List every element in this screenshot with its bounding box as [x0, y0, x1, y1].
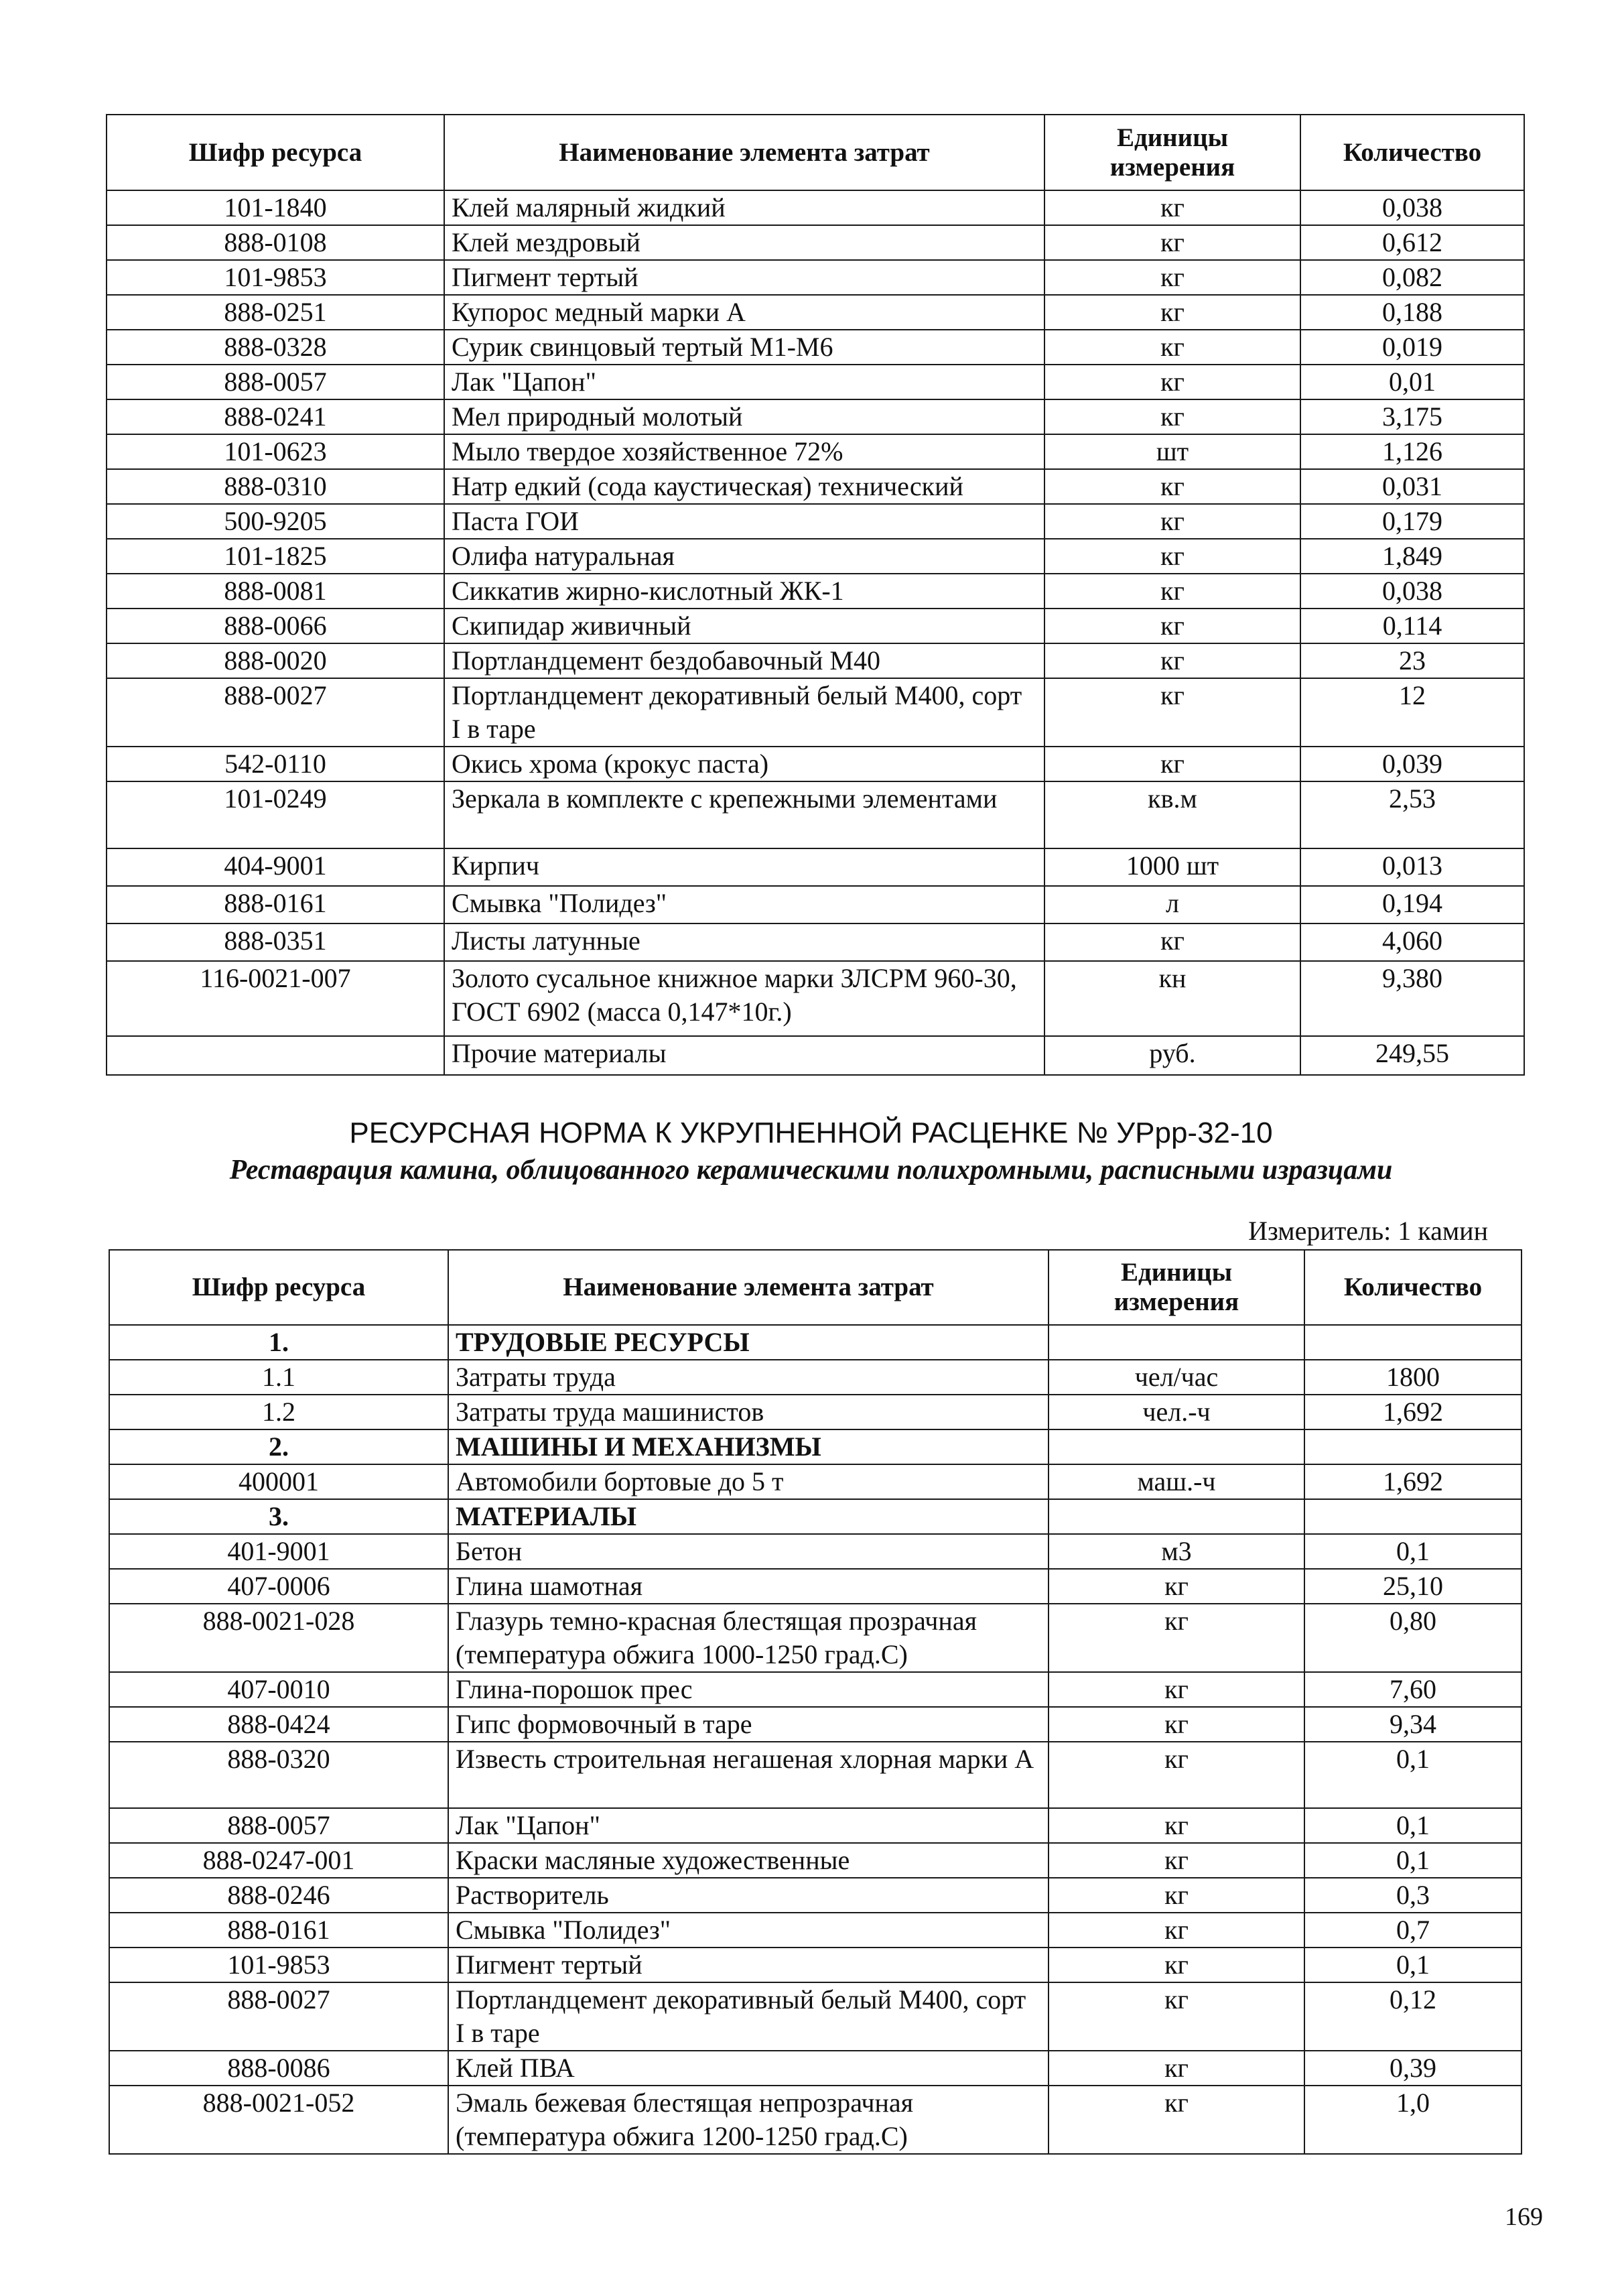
cost-element-name-cell: Скипидар живичный [444, 609, 1044, 643]
unit-cell: кг [1049, 1913, 1304, 1948]
table-row [107, 434, 1524, 469]
unit-cell: кг [1044, 923, 1300, 961]
table-row [107, 643, 1524, 678]
header-quantity: Количество [1300, 115, 1524, 190]
resource-code-cell: 888-0086 [109, 2051, 448, 2086]
quantity-cell: 7,60 [1304, 1672, 1522, 1707]
cost-element-name-cell: Портландцемент бездобавочный М40 [444, 643, 1044, 678]
quantity-cell: 0,612 [1300, 225, 1524, 260]
cost-element-name-cell: Олифа натуральная [444, 539, 1044, 574]
cost-element-name-cell: Затраты труда [448, 1360, 1049, 1395]
unit-cell: кг [1049, 1604, 1304, 1672]
resource-code-cell: 101-0249 [107, 781, 444, 848]
quantity-cell: 0,1 [1304, 1948, 1522, 1982]
unit-cell: л [1044, 886, 1300, 923]
cost-element-name-cell: Затраты труда машинистов [448, 1395, 1049, 1429]
quantity-cell: 0,1 [1304, 1534, 1522, 1569]
section-row [109, 1429, 1522, 1464]
resource-code-cell: 407-0006 [109, 1569, 448, 1604]
cost-element-name-cell: Автомобили бортовые до 5 т [448, 1464, 1049, 1499]
quantity-cell: 249,55 [1300, 1036, 1524, 1075]
cost-element-name-cell: ТРУДОВЫЕ РЕСУРСЫ [448, 1325, 1049, 1360]
unit-cell: кг [1049, 1948, 1304, 1982]
unit-cell: кг [1049, 1672, 1304, 1707]
header-resource-code: Шифр ресурса [109, 1250, 448, 1325]
resource-code-cell: 101-0623 [107, 434, 444, 469]
resource-code-cell: 116-0021-007 [107, 961, 444, 1036]
resource-code-cell: 888-0424 [109, 1707, 448, 1742]
quantity-cell: 0,194 [1300, 886, 1524, 923]
resource-code-cell: 101-9853 [107, 260, 444, 295]
resource-code-cell: 888-0351 [107, 923, 444, 961]
quantity-cell [1304, 1325, 1522, 1360]
table-body [107, 190, 1524, 1075]
table-row [107, 961, 1524, 1036]
table-row [107, 886, 1524, 923]
header-cost-element-name: Наименование элемента затрат [444, 115, 1044, 190]
resource-code-cell: 888-0310 [107, 469, 444, 504]
table-row [109, 1843, 1522, 1878]
unit-cell: кг [1049, 1569, 1304, 1604]
unit-cell: руб. [1044, 1036, 1300, 1075]
resource-code-cell: 888-0328 [107, 330, 444, 365]
resource-code-cell: 888-0251 [107, 295, 444, 330]
cost-element-name-cell: Пигмент тертый [444, 260, 1044, 295]
unit-cell: кг [1049, 1808, 1304, 1843]
resource-code-cell: 1.2 [109, 1395, 448, 1429]
resource-code-cell: 888-0320 [109, 1742, 448, 1808]
header-cost-element-name: Наименование элемента затрат [448, 1250, 1049, 1325]
table-body [109, 1325, 1522, 2154]
quantity-cell: 1,692 [1304, 1395, 1522, 1429]
quantity-cell: 0,039 [1300, 747, 1524, 781]
cost-element-name-cell: Зеркала в комплекте с крепежными элементами [444, 781, 1044, 848]
cost-element-name-cell: Эмаль бежевая блестящая непрозрачная (температура обжига 1200-1250 град.С) [448, 2086, 1049, 2154]
quantity-cell [1304, 1499, 1522, 1534]
resource-norm-title: РЕСУРСНАЯ НОРМА К УКРУПНЕННОЙ РАСЦЕНКЕ № УРрр-32-10 [349, 1117, 1273, 1149]
table-row [107, 190, 1524, 225]
resource-code-cell: 888-0241 [107, 399, 444, 434]
unit-cell: чел.-ч [1049, 1395, 1304, 1429]
unit-cell: кг [1044, 399, 1300, 434]
cost-element-name-cell: Гипс формовочный в таре [448, 1707, 1049, 1742]
table-header-row [109, 1250, 1522, 1325]
cost-element-name-cell: Сиккатив жирно-кислотный ЖК-1 [444, 574, 1044, 609]
quantity-cell: 1,0 [1304, 2086, 1522, 2154]
cost-element-name-cell: Купорос медный марки А [444, 295, 1044, 330]
resource-code-cell: 1.1 [109, 1360, 448, 1395]
unit-cell: кг [1044, 747, 1300, 781]
resource-norm-subtitle: Реставрация камина, облицованного керамическими полихромными, расписными изразцами [229, 1155, 1393, 1186]
table-row [109, 1707, 1522, 1742]
table-row [107, 399, 1524, 434]
table-row [109, 1742, 1522, 1808]
quantity-cell: 9,34 [1304, 1707, 1522, 1742]
unit-cell: кг [1044, 539, 1300, 574]
table-row [109, 1464, 1522, 1499]
resource-code-cell: 888-0057 [109, 1808, 448, 1843]
cost-element-name-cell: Паста ГОИ [444, 504, 1044, 539]
resource-code-cell: 888-0021-052 [109, 2086, 448, 2154]
resource-code-cell: 542-0110 [107, 747, 444, 781]
table-row [107, 609, 1524, 643]
table-row [109, 1982, 1522, 2051]
quantity-cell: 0,01 [1300, 365, 1524, 399]
table-row [109, 1534, 1522, 1569]
quantity-cell: 0,038 [1300, 574, 1524, 609]
quantity-cell: 0,1 [1304, 1843, 1522, 1878]
cost-element-name-cell: Смывка "Полидез" [448, 1913, 1049, 1948]
cost-element-name-cell: Глина шамотная [448, 1569, 1049, 1604]
quantity-cell: 3,175 [1300, 399, 1524, 434]
unit-cell: кг [1044, 190, 1300, 225]
table-row [109, 1672, 1522, 1707]
cost-element-name-cell: Натр едкий (сода каустическая) технический [444, 469, 1044, 504]
unit-cell: кг [1044, 295, 1300, 330]
cost-element-name-cell: Глина-порошок прес [448, 1672, 1049, 1707]
cost-element-name-cell: Растворитель [448, 1878, 1049, 1913]
cost-element-name-cell: Сурик свинцовый тертый М1-М6 [444, 330, 1044, 365]
cost-element-name-cell: Клей ПВА [448, 2051, 1049, 2086]
resource-code-cell: 888-0057 [107, 365, 444, 399]
table-row [109, 1360, 1522, 1395]
unit-cell [1049, 1429, 1304, 1464]
cost-element-name-cell: МАТЕРИАЛЫ [448, 1499, 1049, 1534]
table-row [107, 504, 1524, 539]
quantity-cell: 2,53 [1300, 781, 1524, 848]
resource-code-cell: 1. [109, 1325, 448, 1360]
table-row [107, 469, 1524, 504]
table-row [109, 2051, 1522, 2086]
quantity-cell: 0,1 [1304, 1808, 1522, 1843]
quantity-cell: 0,031 [1300, 469, 1524, 504]
table-row [107, 225, 1524, 260]
unit-cell: кг [1049, 2086, 1304, 2154]
table-row [109, 1913, 1522, 1948]
quantity-cell: 23 [1300, 643, 1524, 678]
resource-code-cell: 888-0020 [107, 643, 444, 678]
unit-cell: кг [1049, 1843, 1304, 1878]
header-unit: Единицы измерения [1044, 115, 1300, 190]
cost-element-name-cell: Окись хрома (крокус паста) [444, 747, 1044, 781]
resource-code-cell: 101-1840 [107, 190, 444, 225]
cost-element-name-cell: Кирпич [444, 848, 1044, 886]
header-quantity: Количество [1304, 1250, 1522, 1325]
quantity-cell [1304, 1429, 1522, 1464]
resource-code-cell [107, 1036, 444, 1075]
quantity-cell: 0,179 [1300, 504, 1524, 539]
cost-element-name-cell: Краски масляные художественные [448, 1843, 1049, 1878]
table-row [109, 1604, 1522, 1672]
resource-code-cell: 101-1825 [107, 539, 444, 574]
section-row [109, 1499, 1522, 1534]
resource-code-cell: 101-9853 [109, 1948, 448, 1982]
resource-code-cell: 401-9001 [109, 1534, 448, 1569]
table-row [107, 848, 1524, 886]
unit-cell [1049, 1325, 1304, 1360]
quantity-cell: 0,7 [1304, 1913, 1522, 1948]
quantity-cell: 0,114 [1300, 609, 1524, 643]
cost-element-name-cell: Мел природный молотый [444, 399, 1044, 434]
page-number: 169 [1505, 2203, 1543, 2231]
cost-element-name-cell: Известь строительная негашеная хлорная марки А [448, 1742, 1049, 1808]
quantity-cell: 0,1 [1304, 1742, 1522, 1808]
header-unit: Единицы измерения [1049, 1250, 1304, 1325]
unit-cell: кг [1049, 1878, 1304, 1913]
table-row [107, 539, 1524, 574]
cost-element-name-cell: Листы латунные [444, 923, 1044, 961]
unit-cell: кг [1049, 1742, 1304, 1808]
unit-cell: кн [1044, 961, 1300, 1036]
cost-element-name-cell: МАШИНЫ И МЕХАНИЗМЫ [448, 1429, 1049, 1464]
resource-code-cell: 404-9001 [107, 848, 444, 886]
unit-cell: кг [1049, 1982, 1304, 2051]
cost-element-name-cell: Мыло твердое хозяйственное 72% [444, 434, 1044, 469]
quantity-cell: 0,12 [1304, 1982, 1522, 2051]
quantity-cell: 25,10 [1304, 1569, 1522, 1604]
unit-cell: кг [1044, 225, 1300, 260]
quantity-cell: 1800 [1304, 1360, 1522, 1395]
quantity-cell: 0,39 [1304, 2051, 1522, 2086]
quantity-cell: 0,80 [1304, 1604, 1522, 1672]
resource-code-cell: 888-0247-001 [109, 1843, 448, 1878]
table-header-row [107, 115, 1524, 190]
table-row [109, 1808, 1522, 1843]
unit-cell [1049, 1499, 1304, 1534]
cost-element-name-cell: Бетон [448, 1534, 1049, 1569]
table-row [107, 260, 1524, 295]
table-row [107, 781, 1524, 848]
table-row [107, 678, 1524, 747]
resource-code-cell: 500-9205 [107, 504, 444, 539]
resource-code-cell: 888-0027 [107, 678, 444, 747]
unit-cell: чел/час [1049, 1360, 1304, 1395]
measurement-unit-label: Измеритель: 1 камин [1248, 1216, 1488, 1246]
header-resource-code: Шифр ресурса [107, 115, 444, 190]
table-row [107, 747, 1524, 781]
quantity-cell: 0,019 [1300, 330, 1524, 365]
cost-element-name-cell: Золото сусальное книжное марки ЗЛСРМ 960-30, ГОСТ 6902 (масса 0,147*10г.) [444, 961, 1044, 1036]
table-row [107, 295, 1524, 330]
resource-code-cell: 888-0246 [109, 1878, 448, 1913]
resource-code-cell: 2. [109, 1429, 448, 1464]
quantity-cell: 0,013 [1300, 848, 1524, 886]
quantity-cell: 4,060 [1300, 923, 1524, 961]
resource-code-cell: 888-0021-028 [109, 1604, 448, 1672]
cost-element-name-cell: Клей мездровый [444, 225, 1044, 260]
table-row [107, 330, 1524, 365]
unit-cell: маш.-ч [1049, 1464, 1304, 1499]
unit-cell: кг [1044, 504, 1300, 539]
table-row [109, 1878, 1522, 1913]
table-row [107, 923, 1524, 961]
table-row [109, 1395, 1522, 1429]
cost-element-name-cell: Прочие материалы [444, 1036, 1044, 1075]
unit-cell: кг [1044, 643, 1300, 678]
quantity-cell: 0,082 [1300, 260, 1524, 295]
table-row [107, 1036, 1524, 1075]
section-row [109, 1325, 1522, 1360]
quantity-cell: 1,849 [1300, 539, 1524, 574]
resource-code-cell: 407-0010 [109, 1672, 448, 1707]
table-row [109, 1948, 1522, 1982]
quantity-cell: 0,188 [1300, 295, 1524, 330]
cost-element-name-cell: Лак "Цапон" [448, 1808, 1049, 1843]
unit-cell: кг [1049, 2051, 1304, 2086]
cost-element-name-cell: Клей малярный жидкий [444, 190, 1044, 225]
resource-code-cell: 888-0081 [107, 574, 444, 609]
unit-cell: кг [1044, 469, 1300, 504]
table-row [109, 2086, 1522, 2154]
unit-cell: кг [1044, 260, 1300, 295]
unit-cell: кг [1049, 1707, 1304, 1742]
quantity-cell: 12 [1300, 678, 1524, 747]
quantity-cell: 9,380 [1300, 961, 1524, 1036]
cost-element-name-cell: Глазурь темно-красная блестящая прозрачная (температура обжига 1000-1250 град.С) [448, 1604, 1049, 1672]
cost-element-name-cell: Лак "Цапон" [444, 365, 1044, 399]
resource-code-cell: 888-0161 [107, 886, 444, 923]
cost-element-name-cell: Портландцемент декоративный белый М400, сорт I в таре [444, 678, 1044, 747]
unit-cell: кг [1044, 609, 1300, 643]
quantity-cell: 0,038 [1300, 190, 1524, 225]
table-row [109, 1569, 1522, 1604]
unit-cell: кв.м [1044, 781, 1300, 848]
unit-cell: шт [1044, 434, 1300, 469]
resource-code-cell: 888-0161 [109, 1913, 448, 1948]
unit-cell: кг [1044, 678, 1300, 747]
cost-element-name-cell: Пигмент тертый [448, 1948, 1049, 1982]
resource-code-cell: 888-0108 [107, 225, 444, 260]
materials-table-1 [106, 114, 1525, 1076]
table-row [107, 365, 1524, 399]
unit-cell: кг [1044, 365, 1300, 399]
resource-code-cell: 888-0027 [109, 1982, 448, 2051]
quantity-cell: 1,692 [1304, 1464, 1522, 1499]
unit-cell: кг [1044, 574, 1300, 609]
resource-code-cell: 400001 [109, 1464, 448, 1499]
cost-element-name-cell: Смывка "Полидез" [444, 886, 1044, 923]
unit-cell: 1000 шт [1044, 848, 1300, 886]
unit-cell: кг [1044, 330, 1300, 365]
resource-code-cell: 888-0066 [107, 609, 444, 643]
resource-norm-table [109, 1249, 1522, 2155]
resource-code-cell: 3. [109, 1499, 448, 1534]
cost-element-name-cell: Портландцемент декоративный белый М400, сорт I в таре [448, 1982, 1049, 2051]
quantity-cell: 1,126 [1300, 434, 1524, 469]
table-row [107, 574, 1524, 609]
quantity-cell: 0,3 [1304, 1878, 1522, 1913]
unit-cell: м3 [1049, 1534, 1304, 1569]
